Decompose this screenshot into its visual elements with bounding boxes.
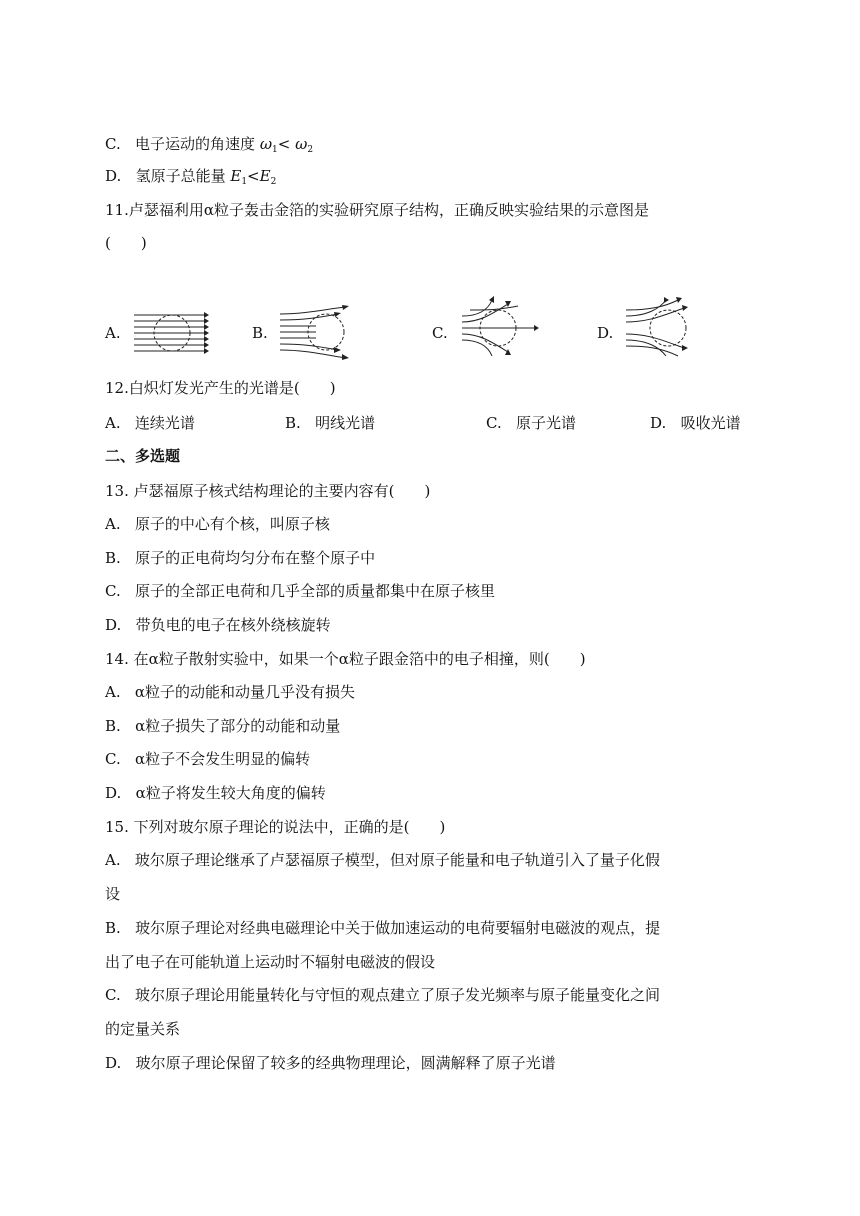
scattering-diagram-a xyxy=(130,308,210,358)
q10-option-d xyxy=(105,166,276,192)
figure-label-a: A. xyxy=(105,324,121,342)
scattering-diagram-d xyxy=(622,296,694,360)
option-text: 玻尔原子理论继承了卢瑟福原子模型，但对原子能量和电子轨道引入了量子化假 xyxy=(134,851,660,869)
option-label: A. xyxy=(105,683,121,701)
q12-option-d xyxy=(650,413,741,433)
option-text: 明线光谱 xyxy=(315,414,376,432)
comparison: < xyxy=(277,135,296,153)
subscript: 2 xyxy=(307,145,314,155)
energy-symbol: E xyxy=(230,167,242,185)
q15-option-b-cont: 出了电子在可能轨道上运动时不辐射电磁波的假设 xyxy=(105,953,436,971)
q14-option-a xyxy=(105,682,355,702)
option-text: 原子的中心有个核，叫原子核 xyxy=(134,515,330,533)
figure-label-b: B. xyxy=(252,324,268,342)
option-label: C. xyxy=(105,750,121,768)
section-title: 二、多选题 xyxy=(105,447,181,465)
option-label: B. xyxy=(105,549,121,567)
subscript: 1 xyxy=(272,145,278,155)
q15-option-c-cont: 的定量关系 xyxy=(105,1020,181,1038)
option-text: 原子光谱 xyxy=(516,414,577,432)
option-text: 氢原子总能量 xyxy=(135,167,231,185)
q11-answer-paren: ( ) xyxy=(105,234,147,252)
option-text: α粒子的动能和动量几乎没有损失 xyxy=(134,683,356,701)
q12-option-c xyxy=(486,413,576,433)
option-label: C. xyxy=(105,582,121,600)
option-text: 连续光谱 xyxy=(134,414,195,432)
option-label: A. xyxy=(105,515,121,533)
option-text: α粒子将发生较大角度的偏转 xyxy=(135,784,326,802)
subscript: 1 xyxy=(241,177,248,187)
omega-symbol: ω xyxy=(259,135,273,153)
q13-option-b xyxy=(105,548,375,568)
option-label: C. xyxy=(486,414,502,432)
q15-option-a xyxy=(105,850,660,870)
scattering-diagram-b xyxy=(276,303,360,361)
energy-symbol: E xyxy=(259,167,271,185)
omega-symbol: ω xyxy=(295,135,308,153)
q13-option-a xyxy=(105,514,330,534)
q15-stem: 15. 下列对玻尔原子理论的说法中，正确的是( ) xyxy=(105,818,446,836)
option-text: α粒子损失了部分的动能和动量 xyxy=(135,717,341,735)
option-text: 玻尔原子理论用能量转化与守恒的观点建立了原子发光频率与原子能量变化之间 xyxy=(135,986,661,1004)
q12-stem: 12.白炽灯发光产生的光谱是( ) xyxy=(105,379,336,397)
q12-option-b xyxy=(285,413,375,433)
figure-label-d: D. xyxy=(597,324,614,342)
option-label: D. xyxy=(105,1054,122,1072)
option-label: B. xyxy=(105,919,121,937)
option-label: A. xyxy=(105,851,121,869)
q10-option-c xyxy=(105,134,313,160)
option-text: 吸收光谱 xyxy=(680,414,741,432)
q13-option-d xyxy=(105,615,331,635)
option-label: D. xyxy=(105,167,122,185)
subscript: 2 xyxy=(270,177,277,187)
option-label: B. xyxy=(105,717,121,735)
figure-label-c: C. xyxy=(432,324,448,342)
option-text: 原子的正电荷均匀分布在整个原子中 xyxy=(135,549,376,567)
option-label: D. xyxy=(105,784,122,802)
option-text: 玻尔原子理论保留了较多的经典物理理论，圆满解释了原子光谱 xyxy=(135,1054,556,1072)
option-label: A. xyxy=(105,414,121,432)
q12-option-a xyxy=(105,413,195,433)
option-text: 电子运动的角速度 xyxy=(135,135,260,153)
option-label: C. xyxy=(105,986,121,1004)
q14-option-b xyxy=(105,716,340,736)
q14-stem: 14. 在α粒子散射实验中，如果一个α粒子跟金箔中的电子相撞，则( ) xyxy=(105,650,586,668)
q15-option-d xyxy=(105,1053,556,1073)
option-label: D. xyxy=(650,414,667,432)
option-text: 玻尔原子理论对经典电磁理论中关于做加速运动的电荷要辐射电磁波的观点，提 xyxy=(135,919,661,937)
q13-option-c xyxy=(105,581,495,601)
scattering-diagram-c xyxy=(458,296,542,360)
q15-option-a-cont: 设 xyxy=(105,885,121,903)
option-label: C. xyxy=(105,135,121,153)
q14-option-d xyxy=(105,783,326,803)
q11-stem: 11.卢瑟福利用α粒子轰击金箔的实验研究原子结构，正确反映实验结果的示意图是 xyxy=(105,201,649,219)
option-text: α粒子不会发生明显的偏转 xyxy=(135,750,311,768)
q14-option-c xyxy=(105,749,310,769)
option-text: 原子的全部正电荷和几乎全部的质量都集中在原子核里 xyxy=(135,582,496,600)
q15-option-b xyxy=(105,918,660,938)
comparison: < xyxy=(247,167,260,185)
option-label: D. xyxy=(105,616,122,634)
option-text: 带负电的电子在核外绕核旋转 xyxy=(135,616,331,634)
option-label: B. xyxy=(285,414,301,432)
q15-option-c xyxy=(105,985,660,1005)
q13-stem: 13. 卢瑟福原子核式结构理论的主要内容有( ) xyxy=(105,482,431,500)
